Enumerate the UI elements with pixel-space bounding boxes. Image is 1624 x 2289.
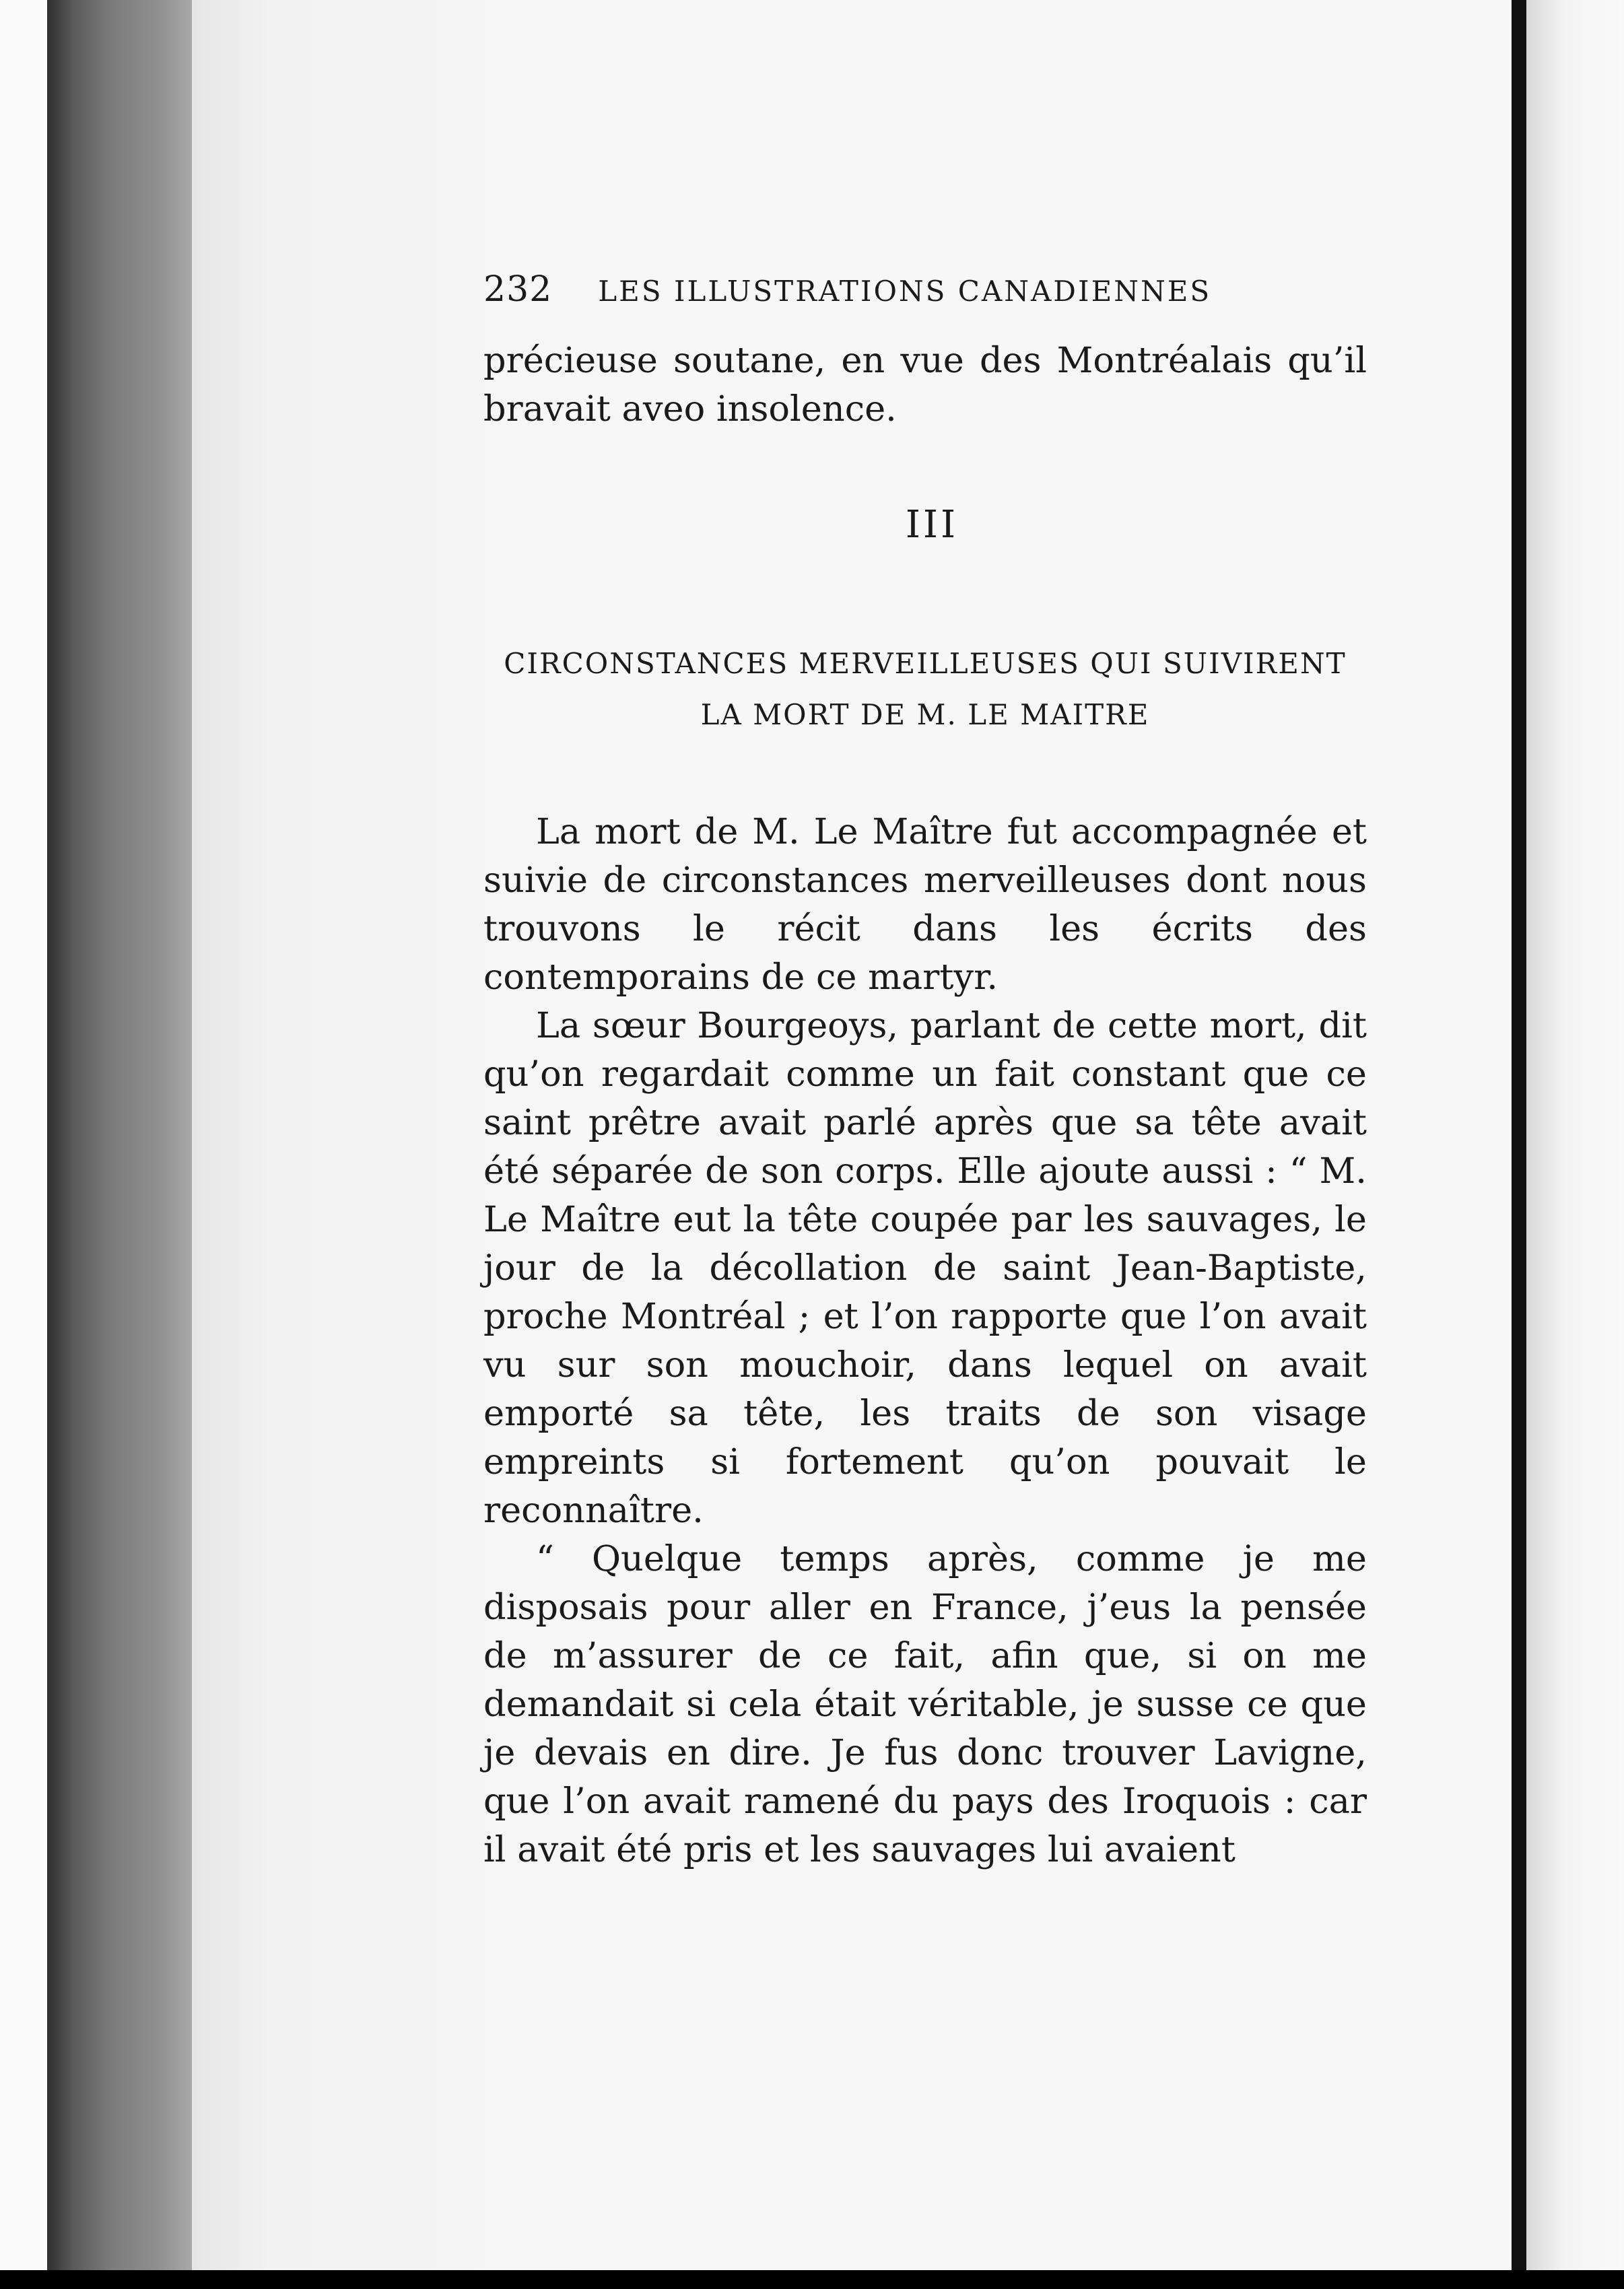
chapter-title-line-1: CIRCONSTANCES MERVEILLEUSES QUI SUIVIRENT	[504, 647, 1347, 680]
body-paragraph: La mort de M. Le Maître fut accompagnée et suivie de circonstances merveilleuses dont nous trouvons le récit dans les écrits des contemporains de ce martyr.	[483, 811, 1367, 998]
chapter-number: III	[905, 503, 959, 547]
chapter-title-line-2: LA MORT DE M. LE MAITRE	[700, 698, 1150, 731]
running-head-title: LES ILLUSTRATIONS CANADIENNES	[598, 275, 1212, 308]
scan-left-margin	[0, 0, 47, 2289]
body-paragraph: “ Quelque temps après, comme je me disposais pour aller en France, j’eus la pensée de m’assurer de ce fait, afin que, si on me demandait si cela était véritable, je susse ce que je devais en dire. Je fus donc trouver Lavigne, que l’on avait ramené du pays des Iroquois : car il avait été pris et les sauvages lui avaient	[483, 1538, 1367, 1870]
body-paragraph: La sœur Bourgeoys, parlant de cette mort, dit qu’on regardait comme un fait constant que ce saint prêtre avait parlé après que sa tête avait été séparée de son corps. Elle ajoute aussi : “ M. Le Maître eut la tête coupée par les sauvages, le jour de la décollation de saint Jean-Baptiste, proche Montréal ; et l’on rapporte que l’on avait vu sur son mouchoir, dans lequel on avait emporté sa tête, les traits de son visage empreints si fortement qu’on pouvait le reconnaître.	[483, 1005, 1367, 1531]
scan-bottom-border	[0, 2270, 1624, 2289]
page-edge-fold	[1512, 0, 1526, 2270]
intro-paragraph: précieuse soutane, en vue des Montréalais qu’il bravait aveo insolence.	[483, 340, 1367, 430]
next-page-edge	[1526, 0, 1624, 2270]
page-text	[483, 269, 1367, 1874]
chapter-title	[483, 638, 1367, 741]
page-number: 232	[483, 269, 553, 310]
book-spine-shadow	[47, 0, 192, 2289]
running-head	[483, 269, 1367, 337]
